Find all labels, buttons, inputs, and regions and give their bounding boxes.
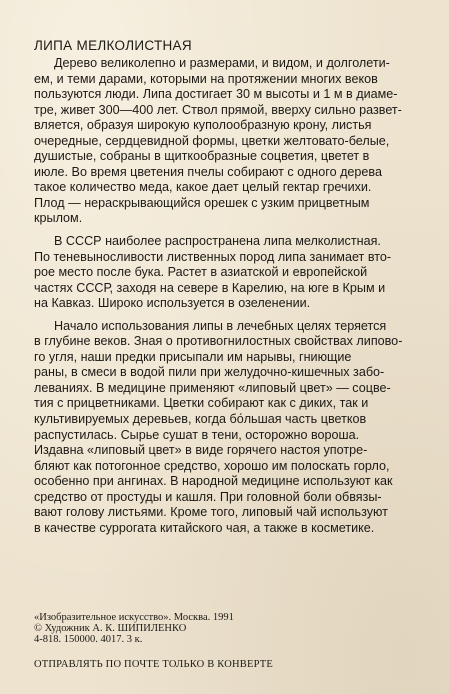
text-line: вляется, образуя широкую куполообразную крону, листья (34, 118, 372, 133)
text-line: распустилась. Сырье сушат в тени, осторожно вороша. (34, 427, 360, 442)
text-line: частях СССР, заходя на севере в Карелию, на юге в Крым и (34, 280, 386, 295)
paragraph-2 (34, 234, 438, 312)
text-line: тия с прицветниками. Цветки собирают как с диких, так и (34, 396, 369, 411)
text-line: Издавна «липовый цвет» в виде горячего настоя употре- (34, 443, 368, 458)
text-line: в глубине веков. Зная о противогнилостных свойствах липово- (34, 334, 403, 349)
text-line: июле. Во время цветения пчелы собирают с одного дерева (34, 164, 382, 179)
text-line: культивируемых деревьев, когда бо́льшая часть цветков (34, 412, 367, 427)
text-line: такое количество меда, какое дает целый гектар гречихи. (34, 180, 372, 195)
text-line: тре, живет 300—400 лет. Ствол прямой, вверху сильно развет- (34, 102, 402, 117)
text-line: леваниях. В медицине применяют «липовый цвет» — соцве- (34, 380, 391, 395)
text-line: ем, и теми дарами, которыми на протяжении многих веков (34, 71, 378, 86)
text-line: душистые, собраны в щиткообразные соцветия, цветет в (34, 149, 370, 164)
text-line: раны, в смеси в водой пили при желудочно-кишечных забо- (34, 365, 385, 380)
text-line: крылом. (34, 211, 83, 226)
imprint-print-info: 4-818. 150000. 4017. 3 к. (34, 634, 143, 645)
text-line: По теневыносливости лиственных пород липа занимает вто- (34, 249, 392, 264)
text-line: бляют как потогонное средство, хорошо им полоскать горло, (34, 458, 390, 473)
text-line: особенно при ангинах. В народной медицине используют как (34, 474, 393, 489)
article-body (34, 56, 438, 536)
imprint-publisher: «Изобразительное искусство». Москва. 1991 (34, 612, 234, 623)
mailing-notice: ОТПРАВЛЯТЬ ПО ПОЧТЕ ТОЛЬКО В КОНВЕРТЕ (34, 659, 274, 670)
text-line: в качестве суррогата китайского чая, а также в косметике. (34, 520, 375, 535)
text-line: на Кавказ. Широко используется в озеленении. (34, 296, 311, 311)
text-line: го угля, наши предки присыпали им нарывы, гниющие (34, 349, 352, 364)
text-line: пользуются люди. Липа достигает 30 м высоты и 1 м в диаме- (34, 87, 398, 102)
paragraph-1 (34, 56, 438, 227)
imprint-artist: © Художник А. К. ШИПИЛЕНКО (34, 623, 187, 634)
publisher-imprint (34, 612, 234, 645)
paragraph-3 (34, 319, 438, 537)
text-line: Плод — нераскрывающийся орешек с узким прицветным (34, 195, 370, 210)
text-line: рое место после бука. Растет в азиатской и европейской (34, 265, 368, 280)
text-line: Дерево великолепно и размерами, и видом, и долголети- (54, 56, 390, 70)
text-line: очередные, сердцевидной формы, цветки желтовато-белые, (34, 133, 390, 148)
text-line: В СССР наиболее распространена липа мелколистная. (54, 234, 381, 249)
text-line: вают голову листьями. Кроме того, липовый чай используют (34, 505, 388, 520)
page-title: ЛИПА МЕЛКОЛИСТНАЯ (34, 38, 192, 53)
text-line: Начало использования липы в лечебных целях теряется (54, 318, 387, 333)
text-line: средство от простуды и кашля. При головной боли обвязы- (34, 489, 382, 504)
